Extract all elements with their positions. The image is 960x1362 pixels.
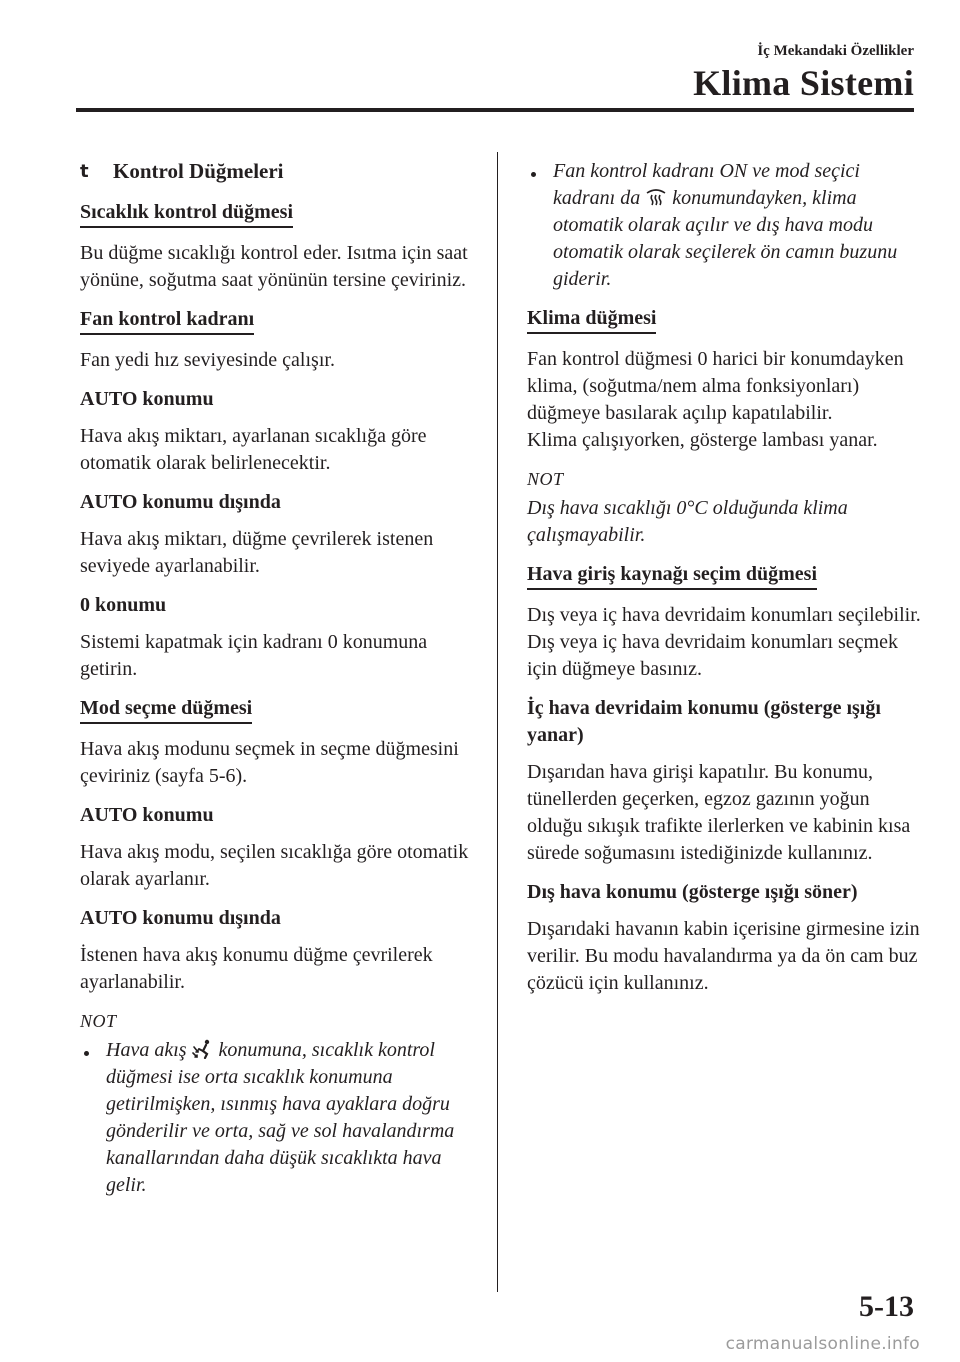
- section-marker: t: [80, 161, 89, 182]
- intake-text: Dış veya iç hava devridaim konumları seçilebilir. Dış veya iç hava devridaim konumları seçmek için düğmeye basınız.: [527, 604, 921, 680]
- fan-heading-wrap: [80, 306, 480, 335]
- defrost-bullet-text: [553, 158, 927, 293]
- right-column: [527, 158, 927, 1009]
- defrost-bullet-pre: Fan kontrol kadranı ON ve mod seçici kadranı da: [553, 160, 860, 209]
- note-bullet: [80, 1037, 480, 1199]
- temp-heading: Sıcaklık kontrol düğmesi: [80, 200, 293, 228]
- header-title: Klima Sistemi: [693, 63, 914, 103]
- fan-manual-text: Hava akış miktarı, düğme çevrilerek istenen seviyede ayarlanabilir.: [80, 528, 434, 577]
- fan-zero-heading: 0 konumu: [80, 594, 167, 616]
- header-rule: [76, 108, 914, 112]
- note-text-right: Dış hava sıcaklığı 0°C olduğunda klima çalışmayabilir.: [527, 497, 848, 546]
- section-title: Kontrol Düğmeleri: [113, 159, 284, 183]
- bullet-dot: [527, 158, 553, 293]
- left-column: [80, 158, 480, 1211]
- temp-heading-wrap: [80, 199, 480, 228]
- note-label: NOT: [80, 1011, 117, 1031]
- page-number: 5-13: [859, 1290, 914, 1323]
- mode-heading: Mod seçme düğmesi: [80, 696, 252, 724]
- ac-heading-wrap: [527, 305, 927, 334]
- fan-heading: Fan kontrol kadranı: [80, 307, 254, 335]
- note-bullet-post: konumuna, sıcaklık kontrol düğmesi ise orta sıcaklık konumuna getirilmişken, ısınmış hava ayaklara doğru gönderilir ve orta, sağ ve sol havalandırma kanallarından daha düşük sıcaklıkta hava gelir.: [106, 1039, 455, 1196]
- ac-text-1: Fan kontrol düğmesi 0 harici bir konumdayken klima, (soğutma/nem alma fonksiyonları) düğmeye basılarak açılıp kapatılabilir.: [527, 348, 904, 424]
- mode-auto-text: Hava akış modu, seçilen sıcaklığa göre otomatik olarak ayarlanır.: [80, 841, 469, 890]
- fan-zero-text: Sistemi kapatmak için kadranı 0 konumuna getirin.: [80, 631, 428, 680]
- ac-text-2: Klima çalışıyorken, gösterge lambası yanar.: [527, 429, 878, 451]
- outside-text: Dışarıdaki havanın kabin içerisine girmesine izin verilir. Bu modu havalandırma ya da ön cam buz çözücü için kullanınız.: [527, 918, 920, 994]
- ac-heading: Klima düğmesi: [527, 306, 656, 334]
- fan-auto-heading: AUTO konumu: [80, 388, 214, 410]
- mode-manual-text: İstenen hava akış konumu düğme çevrilerek ayarlanabilir.: [80, 944, 433, 993]
- mode-auto-heading: AUTO konumu: [80, 804, 214, 826]
- fan-text: Fan yedi hız seviyesinde çalışır.: [80, 349, 335, 371]
- mode-heading-wrap: [80, 695, 480, 724]
- mode-text: Hava akış modunu seçmek in seçme düğmesini çeviriniz (sayfa 5-6).: [80, 738, 459, 787]
- fan-auto-text: Hava akış miktarı, ayarlanan sıcaklığa göre otomatik olarak belirlenecektir.: [80, 425, 427, 474]
- intake-heading-wrap: [527, 561, 927, 590]
- feet-airflow-icon: [192, 1039, 214, 1059]
- temp-text: Bu düğme sıcaklığı kontrol eder. Isıtma için saat yönüne, soğutma saat yönünün tersine çeviriniz.: [80, 242, 468, 291]
- page-header: [693, 42, 914, 104]
- column-divider: [497, 152, 498, 1292]
- section-heading: [80, 158, 480, 185]
- defrost-icon: [645, 187, 667, 207]
- note-bullet-text: [106, 1037, 480, 1199]
- note-label-right: NOT: [527, 469, 564, 489]
- defrost-bullet-post: konumundayken, klima otomatik olarak açılır ve dış hava modu otomatik olarak seçilerek ön camın buzunu giderir.: [553, 187, 898, 290]
- bullet-dot: [80, 1037, 106, 1199]
- defrost-bullet: [527, 158, 927, 293]
- intake-heading: Hava giriş kaynağı seçim düğmesi: [527, 562, 817, 590]
- header-section: İç Mekandaki Özellikler: [757, 43, 914, 59]
- outside-heading: Dış hava konumu (gösterge ışığı söner): [527, 881, 858, 903]
- note-bullet-pre: Hava akış: [106, 1039, 187, 1061]
- fan-manual-heading: AUTO konumu dışında: [80, 491, 281, 513]
- recirc-text: Dışarıdan hava girişi kapatılır. Bu konumu, tünellerden geçerken, egzoz gazının yoğun olduğu sıkışık trafikte ilerlerken ve kabinin kısa sürede soğumasını istediğinizde kullanınız.: [527, 761, 911, 864]
- mode-manual-heading: AUTO konumu dışında: [80, 907, 281, 929]
- recirc-heading: İç hava devridaim konumu (gösterge ışığı yanar): [527, 697, 881, 746]
- watermark: carmanualsonline.info: [725, 1334, 920, 1354]
